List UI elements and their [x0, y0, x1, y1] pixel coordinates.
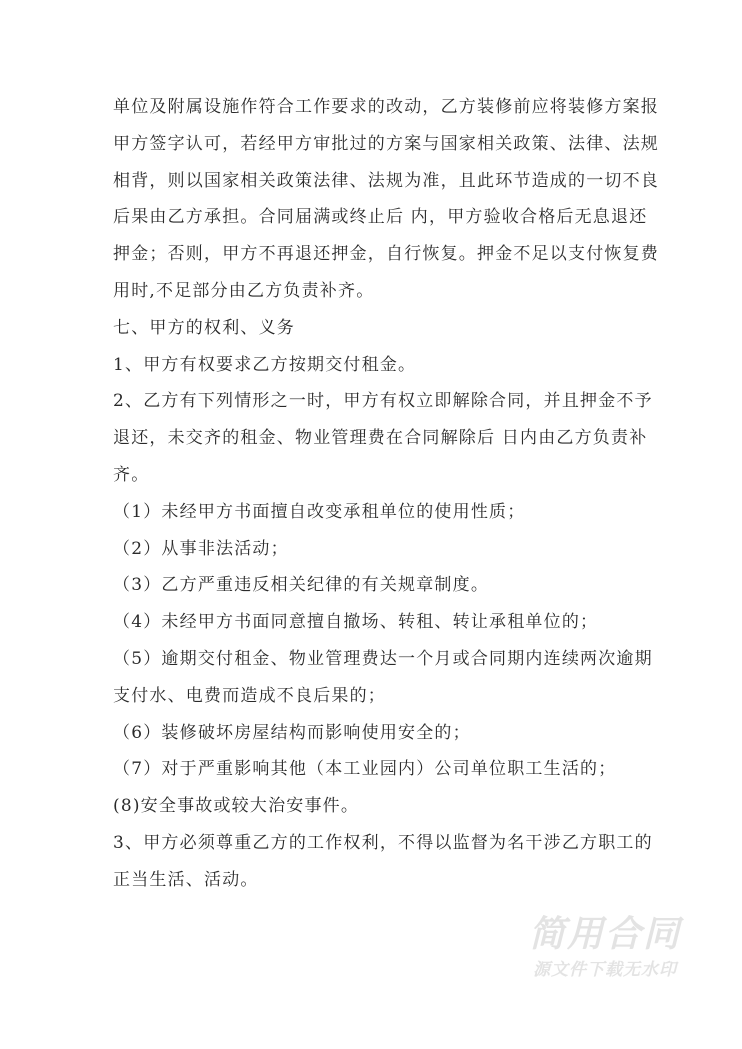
section-heading: 七、甲方的权利、义务: [113, 317, 295, 338]
sub-clause-item: （7）对于严重影响其他（本工业园内）公司单位职工生活的；: [113, 759, 617, 780]
text-line: 正当生活、活动。: [113, 869, 259, 890]
text-line: 支付水、电费而造成不良后果的；: [113, 685, 386, 706]
text-line: 齐。: [113, 464, 150, 485]
sub-clause-item: (8)安全事故或较大治安事件。: [113, 796, 360, 817]
sub-clause-item: （3）乙方严重违反相关纪律的有关规章制度。: [113, 575, 490, 596]
text-line: 后果由乙方承担。合同届满或终止后 内，甲方验收合格后无息退还: [113, 207, 648, 228]
watermark: [510, 913, 700, 983]
sub-clause-item: （6）装修破坏房屋结构而影响使用安全的；: [113, 722, 471, 743]
clause-item: 2、乙方有下列情形之一时，甲方有权立即解除合同，并且押金不予: [113, 391, 653, 412]
watermark-title: 简用合同: [528, 914, 681, 955]
sub-clause-item: （4）未经甲方书面同意擅自撤场、转租、转让承租单位的；: [113, 612, 599, 633]
clause-item: 1、甲方有权要求乙方按期交付租金。: [113, 354, 417, 375]
text-line: 退还，未交齐的租金、物业管理费在合同解除后 日内由乙方负责补: [113, 428, 648, 449]
clause-item: 3、甲方必须尊重乙方的工作权利，不得以监督为名干涉乙方职工的: [113, 832, 653, 853]
text-line: 押金；否则，甲方不再退还押金，自行恢复。押金不足以支付恢复费: [113, 244, 659, 265]
sub-clause-item: （1）未经甲方书面擅自改变承租单位的使用性质；: [113, 501, 526, 522]
text-line: 相背，则以国家相关政策法律、法规为准，且此环节造成的一切不良: [113, 170, 659, 191]
text-line: 甲方签字认可，若经甲方审批过的方案与国家相关政策、法律、法规: [113, 133, 659, 154]
text-line: 单位及附属设施作符合工作要求的改动，乙方装修前应将装修方案报: [113, 97, 659, 117]
sub-clause-item: （5）逾期交付租金、物业管理费达一个月或合同期内连续两次逾期: [113, 648, 653, 669]
text-line: 用时,不足部分由乙方负责补齐。: [113, 280, 375, 301]
watermark-subtitle: 源文件下载无水印: [533, 960, 677, 980]
document-body: [113, 93, 659, 903]
sub-clause-item: （2）从事非法活动；: [113, 538, 289, 559]
